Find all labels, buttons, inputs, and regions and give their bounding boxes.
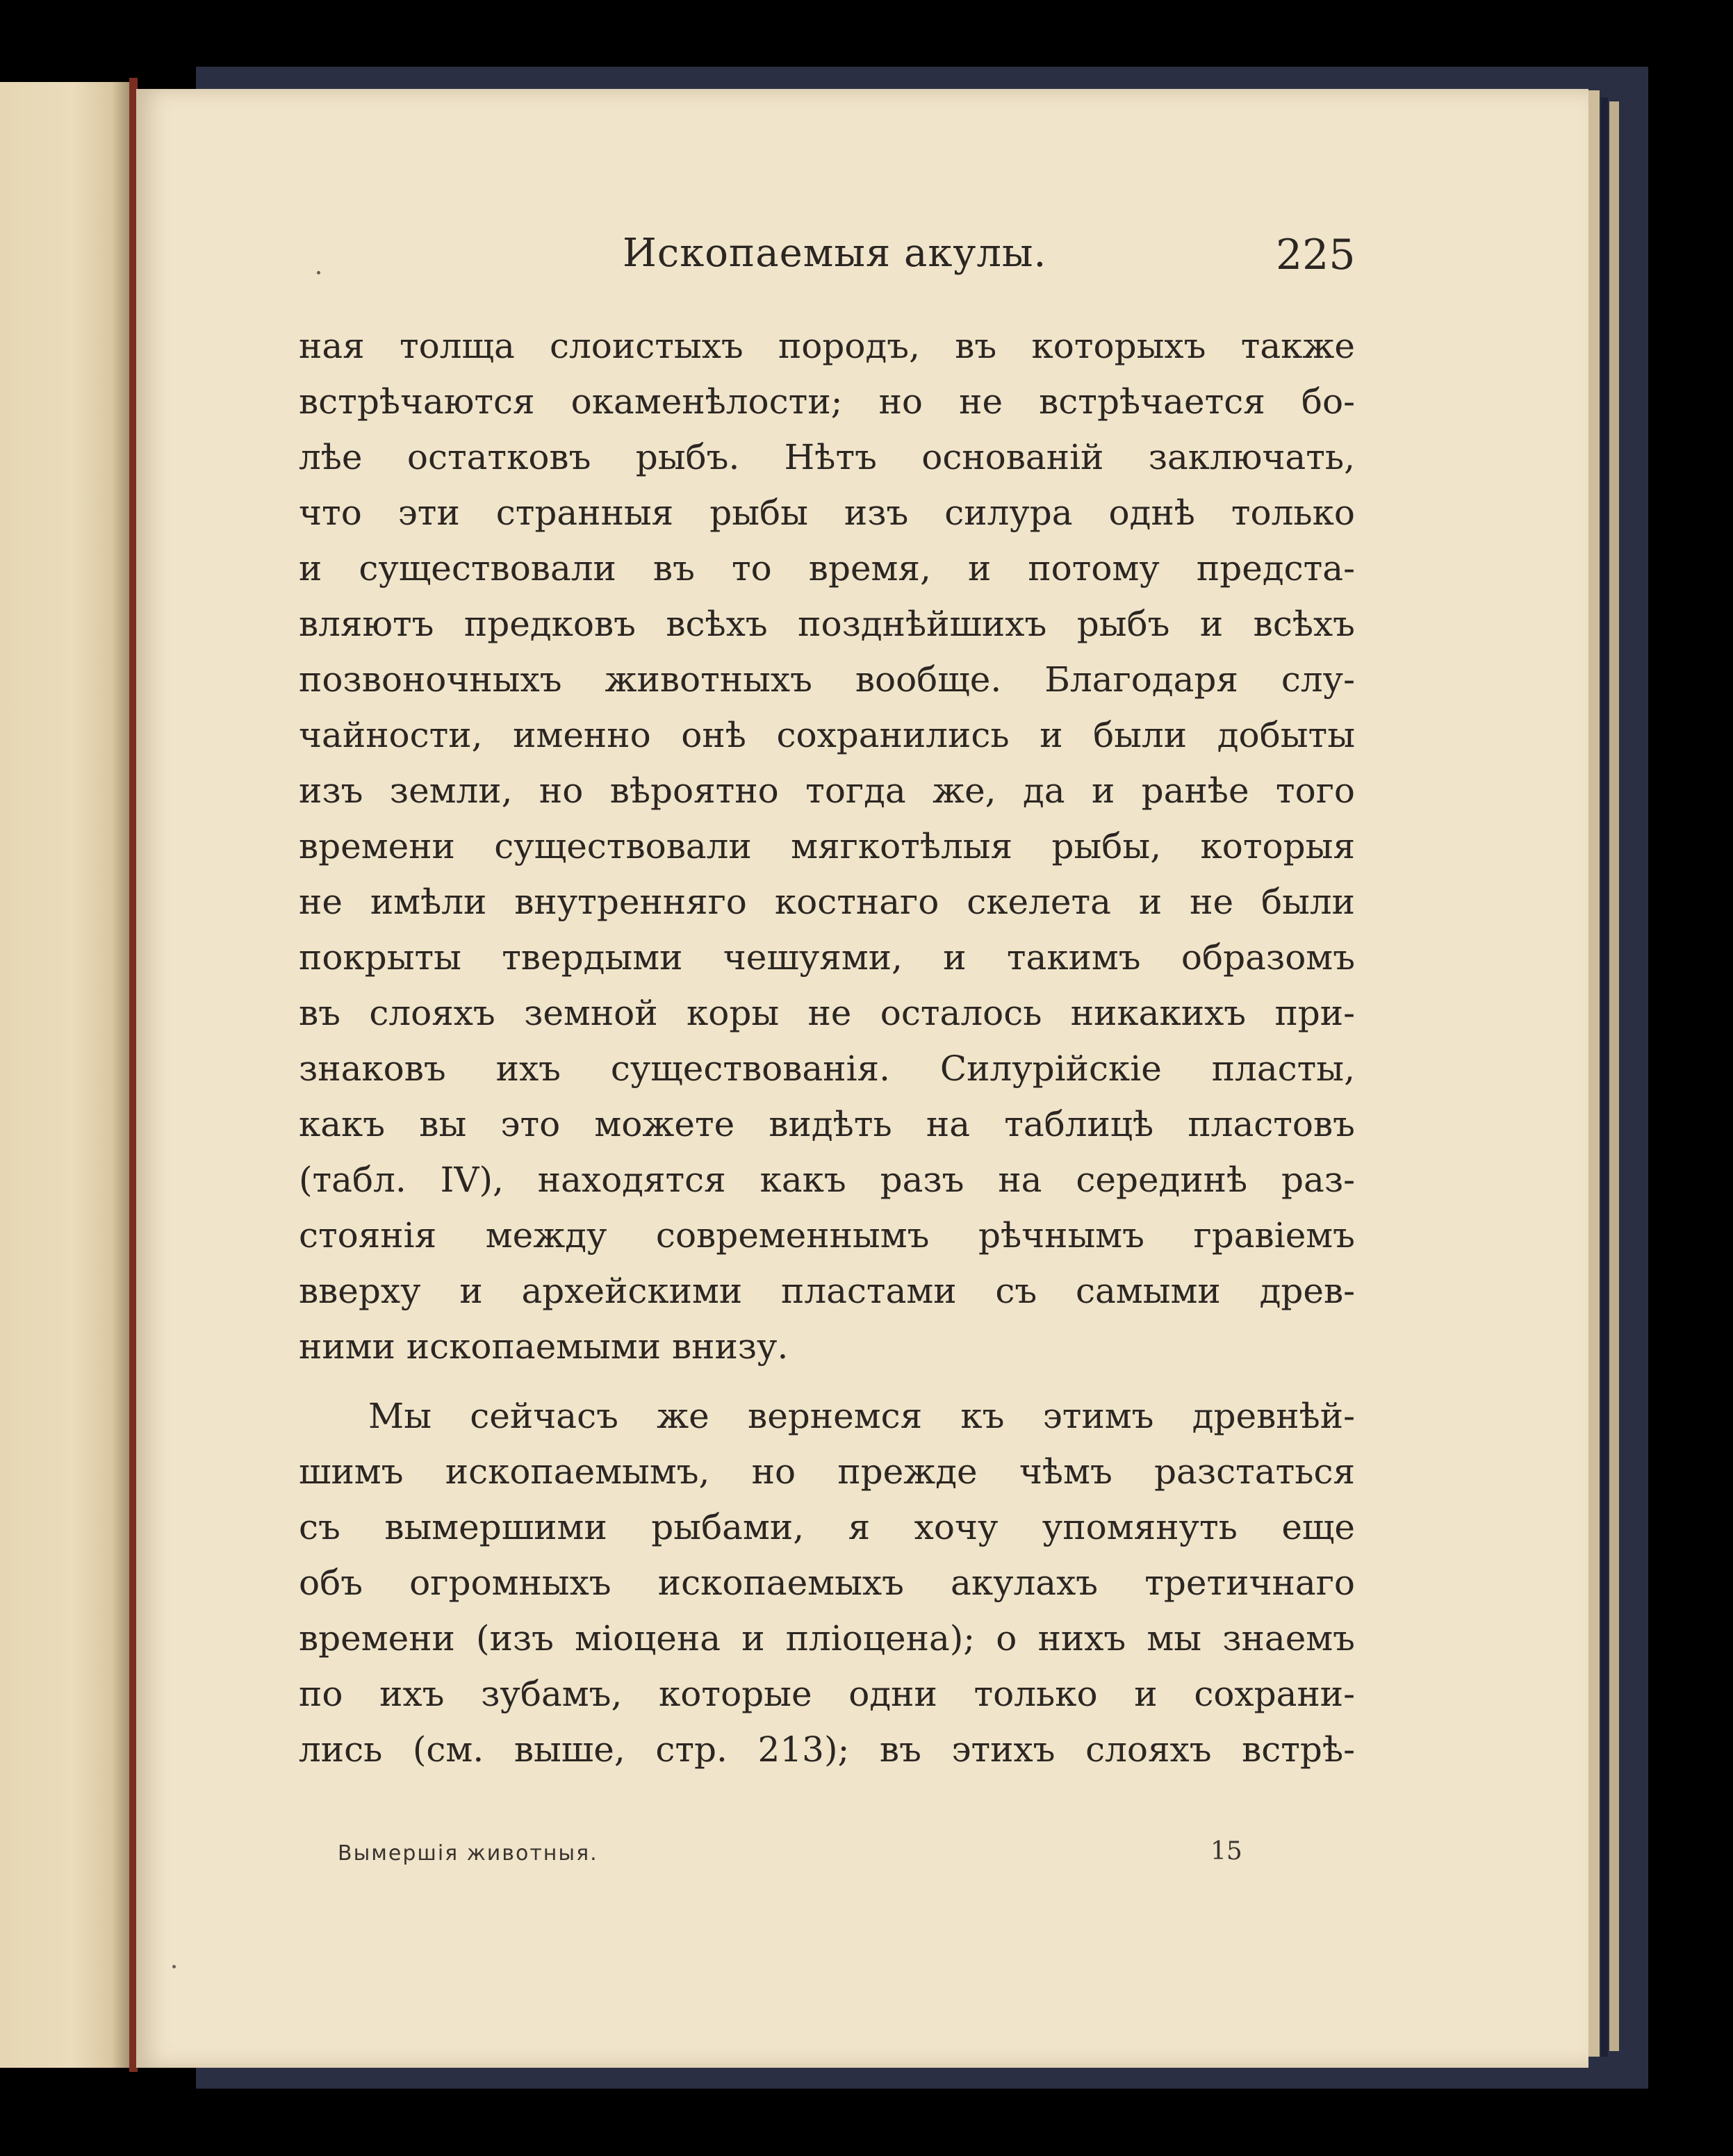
text-line: чайности, именно онѣ сохранились и были добыты [299, 715, 1355, 755]
page-header [0, 231, 1733, 286]
text-line: лись (см. выше, стр. 213); въ этихъ слояхъ встрѣ- [299, 1729, 1355, 1770]
text-line: времени (изъ міоцена и пліоцена); о нихъ мы знаемъ [299, 1618, 1355, 1659]
text-line: лѣе остатковъ рыбъ. Нѣтъ основаній заключать, [299, 437, 1355, 477]
text-line: что эти странныя рыбы изъ силура однѣ только [299, 493, 1355, 533]
text-line: встрѣчаются окаменѣлости; но не встрѣчается бо- [299, 381, 1355, 422]
text-line: съ вымершими рыбами, я хочу упомянуть еще [299, 1507, 1355, 1547]
page-number: 225 [1276, 231, 1356, 279]
text-line: и существовали въ то время, и потому предста- [299, 548, 1355, 589]
signature-mark: 15 [1210, 1837, 1242, 1866]
cover-edge [1601, 97, 1608, 2057]
text-line: объ огромныхъ ископаемыхъ акулахъ третичнаго [299, 1563, 1355, 1603]
text-line: по ихъ зубамъ, которые одни только и сохрани- [299, 1674, 1355, 1714]
footer-book-title: Вымершія животныя. [338, 1841, 598, 1866]
text-line: вверху и архейскими пластами съ самыми древ- [299, 1271, 1355, 1311]
text-line: вляютъ предковъ всѣхъ позднѣйшихъ рыбъ и всѣхъ [299, 604, 1355, 644]
page-edge [1588, 90, 1600, 2057]
left-page [0, 82, 132, 2068]
paper-speck [172, 1965, 176, 1968]
text-line: стоянія между современнымъ рѣчнымъ гравіемъ [299, 1215, 1355, 1256]
page-edge [1609, 101, 1619, 2051]
text-line: Мы сейчасъ же вернемся къ этимъ древнѣй- [368, 1396, 1355, 1436]
text-line: времени существовали мягкотѣлыя рыбы, которыя [299, 826, 1355, 866]
text-line: не имѣли внутренняго костнаго скелета и не были [299, 882, 1355, 922]
text-line: знаковъ ихъ существованія. Силурійскіе пласты, [299, 1048, 1355, 1089]
text-line: позвоночныхъ животныхъ вообще. Благодаря слу- [299, 659, 1355, 700]
text-line: шимъ ископаемымъ, но прежде чѣмъ разстаться [299, 1451, 1355, 1492]
running-title: Ископаемыя акулы. [623, 231, 1047, 276]
text-line: ная толща слоистыхъ породъ, въ которыхъ также [299, 326, 1355, 366]
text-line: какъ вы это можете видѣть на таблицѣ пластовъ [299, 1104, 1355, 1144]
text-line: изъ земли, но вѣроятно тогда же, да и ранѣе того [299, 771, 1355, 811]
text-line: (табл. IV), находятся какъ разъ на серединѣ раз- [299, 1160, 1355, 1200]
text-line: ними ископаемыми внизу. [299, 1326, 789, 1367]
text-line: покрыты твердыми чешуями, и такимъ образомъ [299, 937, 1355, 978]
text-line: въ слояхъ земной коры не осталось никакихъ при- [299, 993, 1355, 1033]
